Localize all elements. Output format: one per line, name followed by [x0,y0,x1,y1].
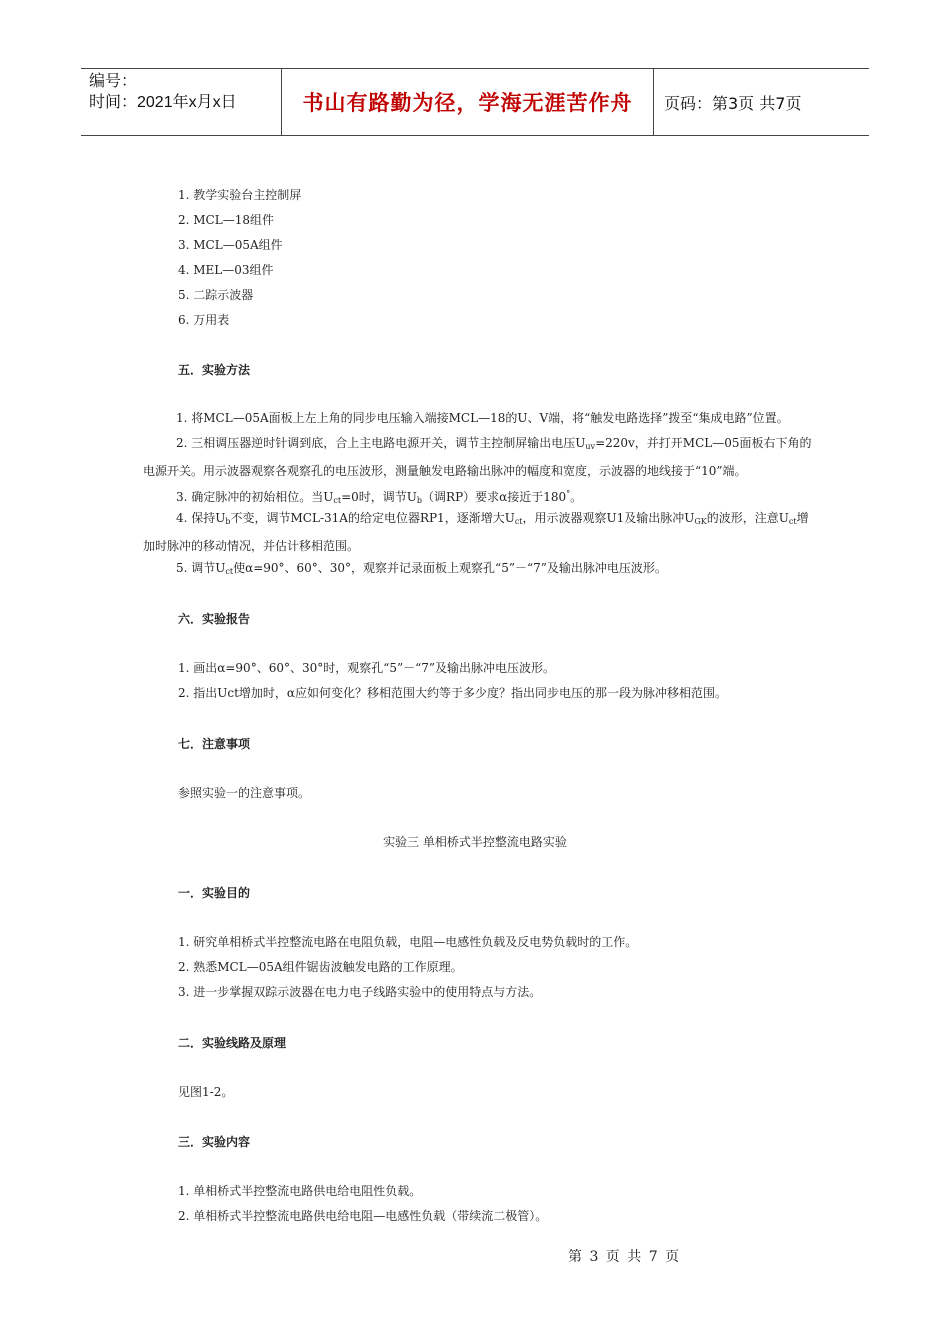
header-left [81,69,281,135]
list-item: 3. MCL—05A组件 [178,238,283,252]
text-run: 的波形，注意U [706,511,789,525]
text-run: （调RP）要求α接近于180 [422,490,567,504]
document-number: 编号： [89,73,138,90]
text-run: 增加时脉冲的移动情况，并估计移相范围。 [143,511,809,553]
section-heading-purpose: 一．实验目的 [178,886,251,900]
subscript: b [416,496,423,505]
text-run: 不变，调节MCL-31A的给定电位器RP1，逐渐增大U [230,511,515,525]
text-run: 使α=90°、60°、30°，观察并记录面板上观察孔“5”－“7”及输出脉冲电压波形。 [233,561,667,575]
subscript: b [225,517,231,526]
report-item-2: 2. 指出Uct增加时，α应如何变化？移相范围大约等于多少度？指出同步电压的那一段为脉冲移相范围。 [178,686,728,700]
text-run: 4. 保持U [176,511,226,525]
purpose-item-2: 2. 熟悉MCL—05A组件锯齿波触发电路的工作原理。 [178,960,463,974]
subscript: ct [333,496,342,505]
header-motto: 书山有路勤为径，学海无涯苦作舟 [281,69,654,135]
notes-text: 参照实验一的注意事项。 [178,786,311,800]
content-item-2: 2. 单相桥式半控整流电路供电给电阻—电感性负载（带续流二极管）。 [178,1209,548,1223]
page-header [81,68,869,136]
content-item-1: 1. 单相桥式半控整流电路供电给电阻性负载。 [178,1184,422,1198]
method-step-2 [143,431,815,484]
text-run: 2. 三相调压器逆时针调到底，合上主电路电源开关，调节主控制屏输出电压U [176,436,586,450]
section-heading-notes: 七．注意事项 [178,737,251,751]
list-item: 1. 教学实验台主控制屏 [178,188,302,202]
text-run: =220v，并打开MCL—05面板右下角的电源开关。用示波器观察各观察孔的电压波形，测量触发电路输出脉冲的幅度和宽度，示波器的地线接于“10”端。 [143,436,812,478]
purpose-item-3: 3. 进一步掌握双踪示波器在电力电子线路实验中的使用特点与方法。 [178,985,542,999]
method-step-5 [143,556,815,584]
text-run: 5. 调节U [176,561,226,575]
report-item-1: 1. 画出α=90°、60°、30°时，观察孔“5”－“7”及输出脉冲电压波形。 [178,661,556,675]
subscript: ct [788,517,797,526]
subscript: GK [694,517,707,526]
text-run: ，用示波器观察U1及输出脉冲U [522,511,695,525]
text-run: 3. 确定脉冲的初始相位。当U [176,490,334,504]
list-item: 6. 万用表 [178,313,230,327]
section-heading-method: 五．实验方法 [178,363,251,377]
section-heading-content: 三．实验内容 [178,1135,251,1149]
text-run: =0时，调节U [341,490,417,504]
page-footer: 第 3 页 共 7 页 [568,1249,680,1265]
document-date: 时间：2021年x月x日 [89,94,237,111]
list-item: 2. MCL—18组件 [178,213,274,227]
purpose-item-1: 1. 研究单相桥式半控整流电路在电阻负载，电阻—电感性负载及反电势负载时的工作。 [178,935,638,949]
method-step-4 [143,506,815,559]
circuit-text: 见图1-2。 [178,1085,234,1099]
list-item: 5. 二踪示波器 [178,288,254,302]
subscript: ct [514,517,523,526]
method-step-1: 1. 将MCL—05A面板上左上角的同步电压输入端接MCL—18的U、V端，将“触发电路选择”拨至“集成电路”位置。 [176,411,789,425]
list-item: 4. MEL—03组件 [178,263,274,277]
section-heading-circuit: 二．实验线路及原理 [178,1036,287,1050]
subscript: ct [225,567,234,576]
subscript: uv [585,442,596,451]
header-page-number: 页码：第3页 共7页 [664,93,802,113]
experiment-title: 实验三 单相桥式半控整流电路实验 [383,835,567,849]
section-heading-report: 六．实验报告 [178,612,251,626]
superscript: ° [566,489,571,498]
text-run: 。 [570,490,583,504]
